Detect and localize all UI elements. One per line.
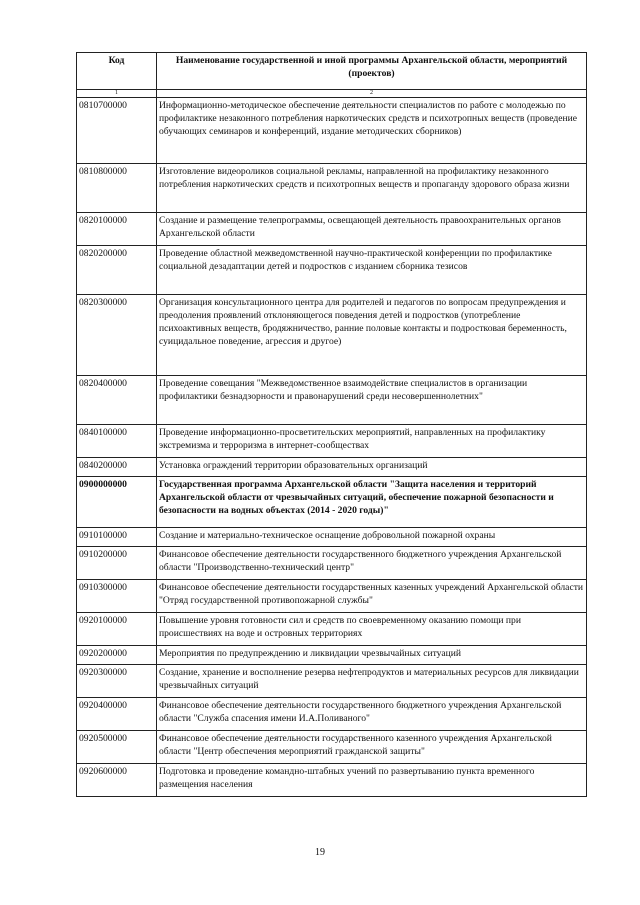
row-name: Информационно-методическое обеспечение деятельности специалистов по работе с молодежью по профилактике незаконного потребления наркотических средств и психотропных веществ (проведение обучающих семинаров и конференций, издание методических сборников)	[157, 98, 587, 164]
table-row	[77, 295, 587, 376]
table-row	[77, 458, 587, 477]
row-name: Повышение уровня готовности сил и средств по своевременному оказанию помощи при происшествиях на воде и островных территориях	[157, 613, 587, 646]
row-code: 0920400000	[77, 698, 157, 731]
row-code: 0920300000	[77, 665, 157, 698]
row-code: 0910100000	[77, 528, 157, 547]
row-code: 0910300000	[77, 580, 157, 613]
row-name: Проведение информационно-просветительских мероприятий, направленных на профилактику экстремизма и терроризма в интернет-сообществах	[157, 425, 587, 458]
row-name: Установка ограждений территории образовательных организаций	[157, 458, 587, 477]
row-code: 0820100000	[77, 213, 157, 246]
row-code: 0810800000	[77, 164, 157, 213]
table-row	[77, 528, 587, 547]
table-row	[77, 731, 587, 764]
row-name: Организация консультационного центра для родителей и педагогов по вопросам предупреждения и преодоления проявлений отклоняющегося поведения детей и подростков (употребление психоактивных веществ, бродяжничество, ранние половые контакты и подростковая беременность, суицидальное поведение, агрессия и другое)	[157, 295, 587, 376]
row-name: Финансовое обеспечение деятельности государственных казенных учреждений Архангельской области "Отряд государственной противопожарной службы"	[157, 580, 587, 613]
column-number-1: 1	[77, 90, 157, 98]
row-code: 0920100000	[77, 613, 157, 646]
row-name: Создание и материально-техническое оснащение добровольной пожарной охраны	[157, 528, 587, 547]
table-row	[77, 164, 587, 213]
table-row	[77, 547, 587, 580]
table-row	[77, 376, 587, 425]
row-code: 0920500000	[77, 731, 157, 764]
row-name: Подготовка и проведение командно-штабных учений по развертыванию пункта временного размещения населения	[157, 764, 587, 797]
row-code: 0840200000	[77, 458, 157, 477]
row-name: Создание и размещение телепрограммы, освещающей деятельность правоохранительных органов Архангельской области	[157, 213, 587, 246]
row-name: Финансовое обеспечение деятельности государственного казенного учреждения Архангельской области "Центр обеспечения мероприятий гражданской защиты"	[157, 731, 587, 764]
row-code: 0900000000	[77, 477, 157, 528]
row-name: Проведение совещания "Межведомственное взаимодействие специалистов в организации профилактики безнадзорности и правонарушений среди несовершеннолетних"	[157, 376, 587, 425]
row-name: Создание, хранение и восполнение резерва нефтепродуктов и материальных ресурсов для ликвидации чрезвычайных ситуаций	[157, 665, 587, 698]
row-code: 0920600000	[77, 764, 157, 797]
table-row	[77, 613, 587, 646]
row-code: 0840100000	[77, 425, 157, 458]
table-row	[77, 213, 587, 246]
row-code: 0910200000	[77, 547, 157, 580]
page-number: 19	[315, 847, 325, 858]
row-name: Финансовое обеспечение деятельности государственного бюджетного учреждения Архангельской области "Производственно-технический центр"	[157, 547, 587, 580]
row-code: 0820300000	[77, 295, 157, 376]
row-code: 0810700000	[77, 98, 157, 164]
table-row	[77, 646, 587, 665]
row-name: Финансовое обеспечение деятельности государственного бюджетного учреждения Архангельской области "Служба спасения имени И.А.Поливаного"	[157, 698, 587, 731]
column-number-2: 2	[157, 90, 587, 98]
row-name: Государственная программа Архангельской области "Защита населения и территорий Архангельской области от чрезвычайных ситуаций, обеспечение пожарной безопасности и безопасности на водных объектах (2014 - 2020 годы)"	[157, 477, 587, 528]
row-code: 0920200000	[77, 646, 157, 665]
table-row	[77, 580, 587, 613]
header-name: Наименование государственной и иной программы Архангельской области, мероприятий (проектов)	[157, 53, 587, 90]
row-name: Мероприятия по предупреждению и ликвидации чрезвычайных ситуаций	[157, 646, 587, 665]
row-name: Проведение областной межведомственной научно-практической конференции по профилактике социальной дезадаптации детей и подростков с изданием сборника тезисов	[157, 246, 587, 295]
table-row	[77, 698, 587, 731]
table-row	[77, 477, 587, 528]
table-header-row	[77, 53, 587, 90]
header-code: Код	[77, 53, 157, 90]
row-name: Изготовление видеороликов социальной рекламы, направленной на профилактику незаконного потребления наркотических средств и психотропных веществ и пропаганду здорового образа жизни	[157, 164, 587, 213]
table-row	[77, 425, 587, 458]
table-row	[77, 98, 587, 164]
program-codes-table	[76, 52, 587, 797]
column-number-row	[77, 90, 587, 98]
table-row	[77, 665, 587, 698]
row-code: 0820400000	[77, 376, 157, 425]
table-row	[77, 246, 587, 295]
row-code: 0820200000	[77, 246, 157, 295]
table-row	[77, 764, 587, 797]
